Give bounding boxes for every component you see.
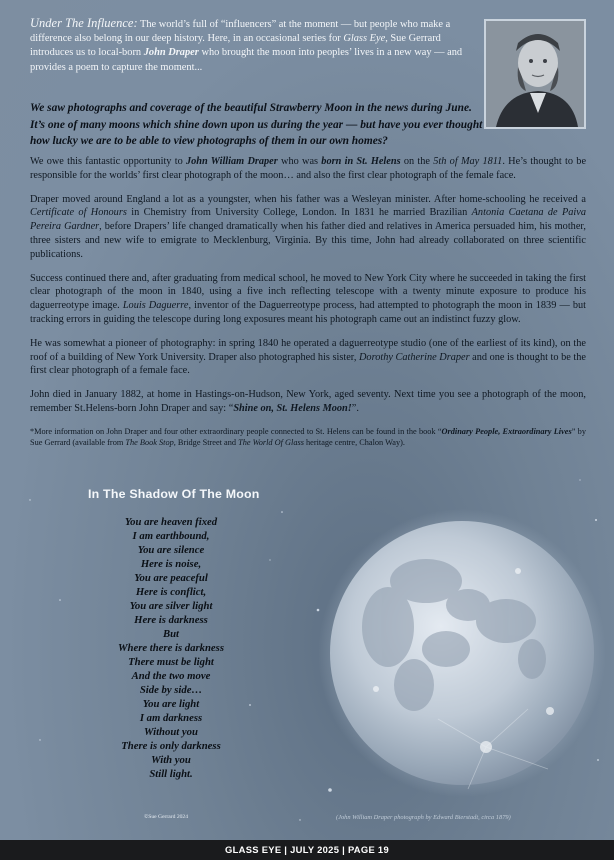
book-note: *More information on John Draper and four other extraordinary people connected to St. Helens can be found in the book “Ordinary People, Extraordinary Lives” by Sue Gerrard (available from The Book Stop, Bridge Street and The World Of Glass heritage centre, Chalon Way).	[30, 426, 586, 448]
poem-line: You are heaven fixed	[124, 516, 218, 528]
author-name: Sue Gerrard	[390, 33, 441, 45]
poem-line: You are silver light	[129, 600, 213, 612]
article-paragraph: We owe this fantastic opportunity to John William Draper who was born in St. Helens on the 5th of May 1811. He’s thought to be responsible for the worlds’ first clear photograph of the moon… and also the first clear photograph of the female face.	[30, 156, 587, 181]
article-paragraph: Success continued there and, after graduating from medical school, he moved to New York City where he succeeded in taking the first clear photograph of the moon in 1840, using a five inch reflecting telescope with a twenty minute exposure to produce his daguerreotype image. Louis Daguerre, inventor of the Daguerreotype process, had attempted to photograph the moon in 1839 — but tracking errors in guiding the telescope during long exposures meant his photograph came out an indistinct fuzzy glow.	[30, 272, 586, 325]
intro-paragraph: Under The Influence: The world’s full of “influencers” at the moment — but people who make a difference also belong in our deep history. Here, in an occasional series for Glass Eye, Sue Gerrard introduces us to local-born John Draper who brought the moon into peoples’ lives in a new way — and provides a poem to capture the moment...	[30, 16, 463, 73]
poem-line: Still light.	[149, 768, 193, 780]
poem-line: Without you	[144, 726, 198, 738]
highlight-paragraph: We saw photographs and coverage of the beautiful Strawberry Moon in the news during June. It’s one of many moons which shine down upon us during the year — but have you ever thought how lucky we are to be able to view photographs of them in our own homes?	[30, 102, 483, 147]
portrait-photo	[484, 19, 586, 129]
article-paragraph: He was somewhat a pioneer of photography: in spring 1840 he operated a daguerreotype studio (one of the earliest of its kind), on the roof of a building of New York University. Draper also photographed his sister, Dorothy Catherine Draper and one is thought to be the first clear photograph of a female face.	[30, 337, 586, 377]
poem-line: There is only darkness	[121, 740, 221, 752]
poem-line: There must be light	[128, 656, 214, 668]
subject-name: John Draper	[143, 47, 199, 59]
poem-copyright: ©Sue Gerrard 2024	[144, 814, 189, 820]
poem-title: In The Shadow Of The Moon	[88, 487, 260, 501]
poem-line: Side by side…	[139, 684, 203, 696]
poem-line: I am darkness	[139, 712, 203, 724]
photo-caption: (John William Draper photograph by Edward Bierstadt, circa 1879)	[336, 814, 511, 821]
poem-line: With you	[151, 754, 191, 766]
series-title: Under The Influence:	[30, 16, 138, 30]
poem-line: And the two move	[131, 670, 211, 682]
magazine-name: Glass Eye	[343, 33, 386, 45]
poem-line: Here is noise,	[140, 558, 202, 570]
page-footer: GLASS EYE | JULY 2025 | PAGE 19	[0, 840, 614, 860]
article-body	[30, 155, 586, 459]
article-paragraph: John died in January 1882, at home in Hastings-on-Hudson, New York, aged seventy. Next time you see a photograph of the moon, remember St.Helens-born John Draper and say: “Shine on, St. Helens Moon!”.	[30, 389, 586, 414]
poem-line: You are light	[142, 698, 200, 710]
poem-body	[86, 515, 256, 781]
poem-line: I am earthbound,	[132, 530, 210, 542]
full-moon-image	[318, 509, 606, 797]
poem-line: But	[162, 628, 180, 640]
portrait-illustration	[486, 21, 584, 127]
article-paragraph: Draper moved around England a lot as a youngster, when his father was a Wesleyan minister. After home-schooling he received a Certificate of Honours in Chemistry from University College, London. In 1831 he married Brazilian Antonia Caetana de Paiva Pereira Gardner, before Drapers’ life changed dramatically when his father died and relatives in America persuaded him, his mother, three sisters and new wife to emigrate to Mecklenburg, Virginia. By this time, John had already collaborated on three scientific publications.	[30, 193, 587, 260]
poem-line: You are peaceful	[134, 572, 208, 584]
poem-line: Where there is darkness	[118, 642, 224, 654]
poem-line: Here is conflict,	[135, 586, 207, 598]
poem-line: You are silence	[137, 544, 205, 556]
poem-line: Here is darkness	[134, 614, 208, 626]
